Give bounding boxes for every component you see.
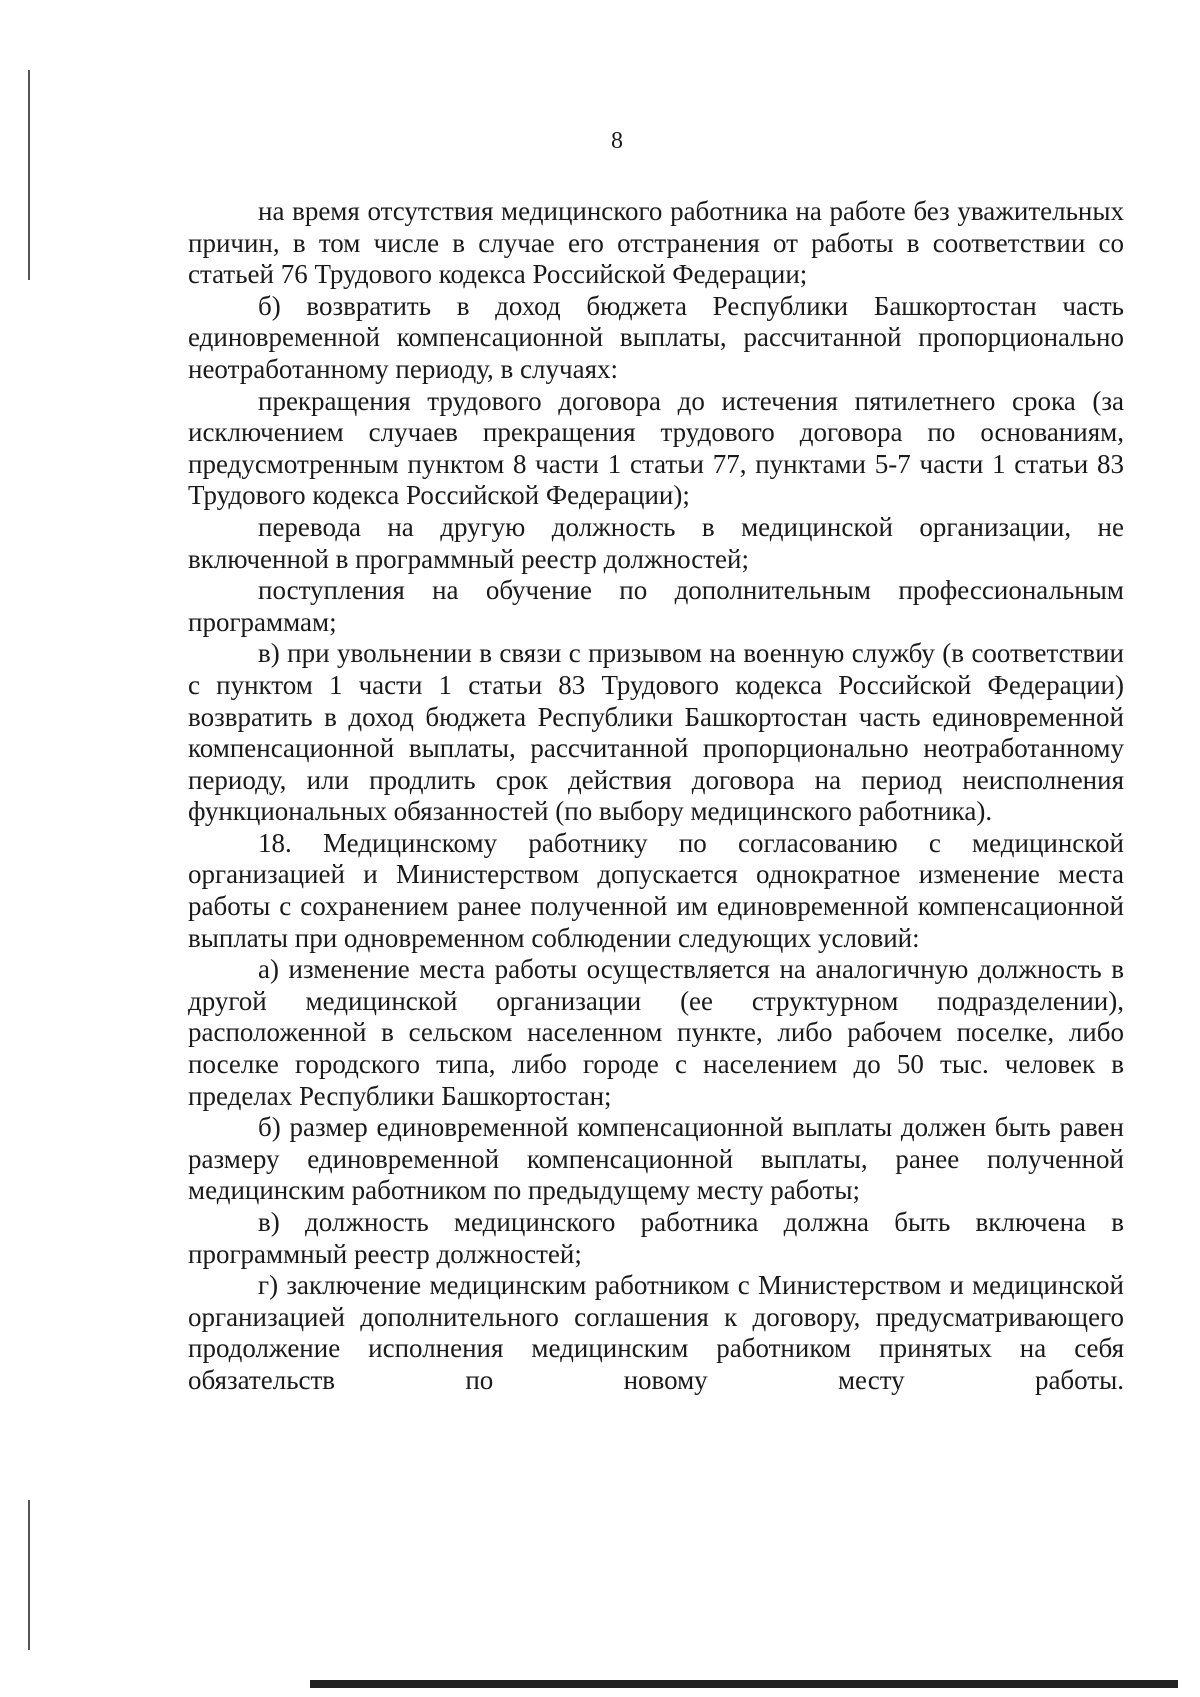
paragraph-transfer: перевода на другую должность в медицинской организации, не включенной в программный реестр должностей; bbox=[188, 511, 1124, 574]
paragraph-condition-b: б) размер единовременной компенсационной выплаты должен быть равен размеру единовременной компенсационной выплаты, ранее полученной медицинским работником по предыдущему месту работы; bbox=[188, 1112, 1124, 1206]
page-number: 8 bbox=[611, 128, 623, 154]
scan-edge-bottom bbox=[28, 1500, 30, 1650]
paragraph-condition-v: в) должность медицинского работника должна быть включена в программный реестр должностей; bbox=[188, 1207, 1124, 1269]
paragraph-condition-a: а) изменение места работы осуществляется на аналогичную должность в другой медицинской организации (ее структурном подразделении), расположенной в сельском населенном пункте, либо рабочем поселке, либо поселке городского типа, либо городе с населением до 50 тыс. человек в пределах Республики Башкортостан; bbox=[188, 954, 1124, 1111]
paragraph-absence: на время отсутствия медицинского работника на работе без уважительных причин, в том числе в случае его отстранения от работы в соответствии со статьей 76 Трудового кодекса Российской Федерации; bbox=[188, 196, 1124, 290]
document-body bbox=[188, 196, 1124, 1397]
paragraph-training: поступления на обучение по дополнительным профессиональным программам; bbox=[188, 575, 1124, 637]
paragraph-condition-g: г) заключение медицинским работником с Министерством и медицинской организацией дополнительного соглашения к договору, предусматривающего продолжение исполнения медицинским работником принятых на себя обязательств по новому месту работы. bbox=[188, 1270, 1124, 1395]
paragraph-refund-b: б) возвратить в доход бюджета Республики Башкортостан часть единовременной компенсационной выплаты, рассчитанной пропорционально неотработанному периоду, в случаях: bbox=[188, 290, 1124, 384]
scan-bottom-band bbox=[310, 1680, 1178, 1688]
paragraph-contract-termination: прекращения трудового договора до истечения пятилетнего срока (за исключением случаев прекращения трудового договора по основаниям, предусмотренным пунктом 8 части 1 статьи 77, пунктами 5-7 части 1 статьи 83 Трудового кодекса Российской Федерации); bbox=[188, 385, 1124, 511]
scan-edge-top bbox=[28, 70, 30, 280]
paragraph-military-service: в) при увольнении в связи с призывом на военную службу (в соответствии с пунктом 1 части 1 статьи 83 Трудового кодекса Российской Федерации) возвратить в доход бюджета Республики Башкортостан часть единовременной компенсационной выплаты, рассчитанной пропорционально неотработанному периоду, или продлить срок действия договора на период неисполнения функциональных обязанностей (по выбору медицинского работника). bbox=[188, 638, 1124, 827]
paragraph-18: 18. Медицинскому работнику по согласованию с медицинской организацией и Министерством допускается однократное изменение места работы с сохранением ранее полученной им единовременной компенсационной выплаты при одновременном соблюдении следующих условий: bbox=[188, 827, 1124, 953]
